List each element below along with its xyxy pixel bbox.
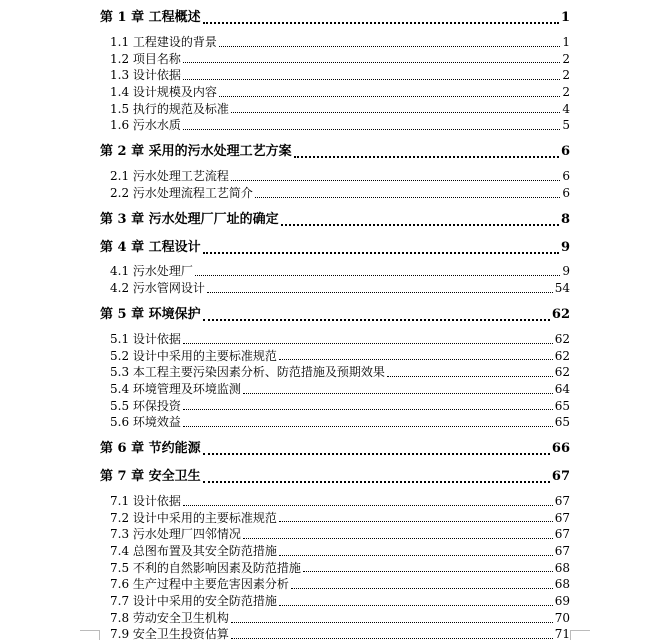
section-page-number: 1 xyxy=(562,34,570,51)
chapter-title: 第 6 章 节约能源 xyxy=(100,439,201,459)
section-page-number: 62 xyxy=(555,364,570,381)
section-page-number: 68 xyxy=(555,576,570,593)
dot-leader xyxy=(279,521,553,522)
section-page-number: 65 xyxy=(555,398,570,415)
dot-leader xyxy=(279,359,553,360)
toc-section-entry[interactable] xyxy=(100,51,570,68)
section-title: 7.7 设计中采用的安全防范措施 xyxy=(110,593,277,610)
toc-chapter-entry[interactable] xyxy=(100,210,570,230)
chapter-title: 第 1 章 工程概述 xyxy=(100,8,201,28)
toc-section-entry[interactable] xyxy=(100,280,570,297)
toc-chapter-entry[interactable] xyxy=(100,439,570,459)
section-page-number: 70 xyxy=(555,610,570,627)
section-title: 5.6 环境效益 xyxy=(110,414,181,431)
toc-section-entry[interactable] xyxy=(100,331,570,348)
dot-leader xyxy=(203,481,550,483)
spacer xyxy=(100,202,570,210)
section-title: 7.2 设计中采用的主要标准规范 xyxy=(110,510,277,527)
spacer xyxy=(100,459,570,467)
toc-chapter-entry[interactable] xyxy=(100,467,570,487)
dot-leader xyxy=(219,96,560,97)
section-title: 1.3 设计依据 xyxy=(110,67,181,84)
section-page-number: 62 xyxy=(555,348,570,365)
section-title: 7.4 总图布置及其安全防范措施 xyxy=(110,543,277,560)
toc-section-entry[interactable] xyxy=(100,510,570,527)
section-page-number: 67 xyxy=(555,526,570,543)
toc-section-entry[interactable] xyxy=(100,348,570,365)
section-page-number: 65 xyxy=(555,414,570,431)
toc-section-entry[interactable] xyxy=(100,610,570,627)
dot-leader xyxy=(183,426,553,427)
section-title: 5.1 设计依据 xyxy=(110,331,181,348)
section-page-number: 4 xyxy=(562,101,570,118)
chapter-page-number: 62 xyxy=(552,305,570,325)
dot-leader xyxy=(203,22,559,24)
section-page-number: 71 xyxy=(555,626,570,643)
dot-leader xyxy=(203,252,559,254)
section-page-number: 6 xyxy=(562,185,570,202)
section-page-number: 9 xyxy=(562,263,570,280)
toc-section-entry[interactable] xyxy=(100,627,570,643)
spacer xyxy=(100,431,570,439)
toc-section-entry[interactable] xyxy=(100,67,570,84)
toc-section-entry[interactable] xyxy=(100,101,570,118)
chapter-title: 第 3 章 污水处理厂厂址的确定 xyxy=(100,210,279,230)
chapter-page-number: 66 xyxy=(552,439,570,459)
toc-section-entry[interactable] xyxy=(100,264,570,281)
chapter-page-number: 9 xyxy=(561,238,570,258)
section-title: 2.1 污水处理工艺流程 xyxy=(110,168,229,185)
dot-leader xyxy=(231,180,560,181)
section-title: 5.3 本工程主要污染因素分析、防范措施及预期效果 xyxy=(110,364,385,381)
section-page-number: 67 xyxy=(555,493,570,510)
dot-leader xyxy=(207,292,553,293)
table-of-contents xyxy=(100,8,570,643)
toc-section-entry[interactable] xyxy=(100,493,570,510)
section-title: 1.6 污水水质 xyxy=(110,117,181,134)
section-page-number: 6 xyxy=(562,168,570,185)
toc-section-entry[interactable] xyxy=(100,364,570,381)
toc-section-entry[interactable] xyxy=(100,560,570,577)
toc-section-entry[interactable] xyxy=(100,526,570,543)
toc-section-entry[interactable] xyxy=(100,398,570,415)
section-page-number: 2 xyxy=(562,84,570,101)
chapter-page-number: 1 xyxy=(561,8,570,28)
toc-section-entry[interactable] xyxy=(100,414,570,431)
spacer xyxy=(100,134,570,142)
section-page-number: 5 xyxy=(562,117,570,134)
dot-leader xyxy=(303,571,553,572)
chapter-page-number: 8 xyxy=(561,210,570,230)
toc-chapter-entry[interactable] xyxy=(100,8,570,28)
dot-leader xyxy=(281,224,559,226)
dot-leader xyxy=(387,376,553,377)
section-title: 5.4 环境管理及环境监测 xyxy=(110,381,241,398)
section-title: 4.1 污水处理厂 xyxy=(110,263,193,280)
dot-leader xyxy=(231,112,560,113)
section-page-number: 2 xyxy=(562,67,570,84)
section-title: 7.6 生产过程中主要危害因素分析 xyxy=(110,576,289,593)
dot-leader xyxy=(231,622,553,623)
section-title: 7.8 劳动安全卫生机构 xyxy=(110,610,229,627)
dot-leader xyxy=(279,605,553,606)
dot-leader xyxy=(243,538,553,539)
dot-leader xyxy=(183,79,560,80)
chapter-title: 第 7 章 安全卫生 xyxy=(100,467,201,487)
chapter-page-number: 67 xyxy=(552,467,570,487)
section-title: 1.1 工程建设的背景 xyxy=(110,34,217,51)
section-title: 7.3 污水处理厂四邻情况 xyxy=(110,526,241,543)
dot-leader xyxy=(219,46,560,47)
dot-leader xyxy=(203,319,550,321)
section-title: 7.5 不利的自然影响因素及防范措施 xyxy=(110,560,301,577)
dot-leader xyxy=(183,129,560,130)
chapter-page-number: 6 xyxy=(561,142,570,162)
toc-chapter-entry[interactable] xyxy=(100,305,570,325)
section-page-number: 62 xyxy=(555,331,570,348)
section-title: 4.2 污水管网设计 xyxy=(110,280,205,297)
dot-leader xyxy=(243,393,553,394)
section-page-number: 64 xyxy=(555,381,570,398)
section-title: 1.4 设计规模及内容 xyxy=(110,84,217,101)
dot-leader xyxy=(291,588,553,589)
toc-section-entry[interactable] xyxy=(100,381,570,398)
section-title: 1.2 项目名称 xyxy=(110,51,181,68)
section-page-number: 2 xyxy=(562,51,570,68)
section-page-number: 68 xyxy=(555,560,570,577)
dot-leader xyxy=(183,62,560,63)
toc-section-entry[interactable] xyxy=(100,576,570,593)
toc-section-entry[interactable] xyxy=(100,117,570,134)
dot-leader xyxy=(183,505,553,506)
dot-leader xyxy=(279,555,553,556)
section-title: 1.5 执行的规范及标准 xyxy=(110,101,229,118)
section-title: 5.2 设计中采用的主要标准规范 xyxy=(110,348,277,365)
dot-leader xyxy=(195,275,560,276)
section-page-number: 67 xyxy=(555,543,570,560)
toc-section-entry[interactable] xyxy=(100,34,570,51)
section-title: 2.2 污水处理流程工艺简介 xyxy=(110,185,253,202)
section-title: 7.1 设计依据 xyxy=(110,493,181,510)
dot-leader xyxy=(183,343,553,344)
spacer xyxy=(100,297,570,305)
dot-leader xyxy=(294,156,559,158)
section-title: 7.9 安全卫生投资估算 xyxy=(110,626,229,643)
toc-chapter-entry[interactable] xyxy=(100,238,570,258)
toc-section-entry[interactable] xyxy=(100,593,570,610)
dot-leader xyxy=(203,453,550,455)
dot-leader xyxy=(183,409,553,410)
dot-leader xyxy=(255,197,560,198)
spacer xyxy=(100,230,570,238)
toc-section-entry[interactable] xyxy=(100,84,570,101)
section-page-number: 67 xyxy=(555,510,570,527)
section-title: 5.5 环保投资 xyxy=(110,398,181,415)
chapter-title: 第 4 章 工程设计 xyxy=(100,238,201,258)
chapter-title: 第 2 章 采用的污水处理工艺方案 xyxy=(100,142,292,162)
chapter-title: 第 5 章 环境保护 xyxy=(100,305,201,325)
section-page-number: 54 xyxy=(555,280,570,297)
section-page-number: 69 xyxy=(555,593,570,610)
toc-section-entry[interactable] xyxy=(100,185,570,202)
toc-section-entry[interactable] xyxy=(100,543,570,560)
toc-section-entry[interactable] xyxy=(100,168,570,185)
toc-chapter-entry[interactable] xyxy=(100,142,570,162)
